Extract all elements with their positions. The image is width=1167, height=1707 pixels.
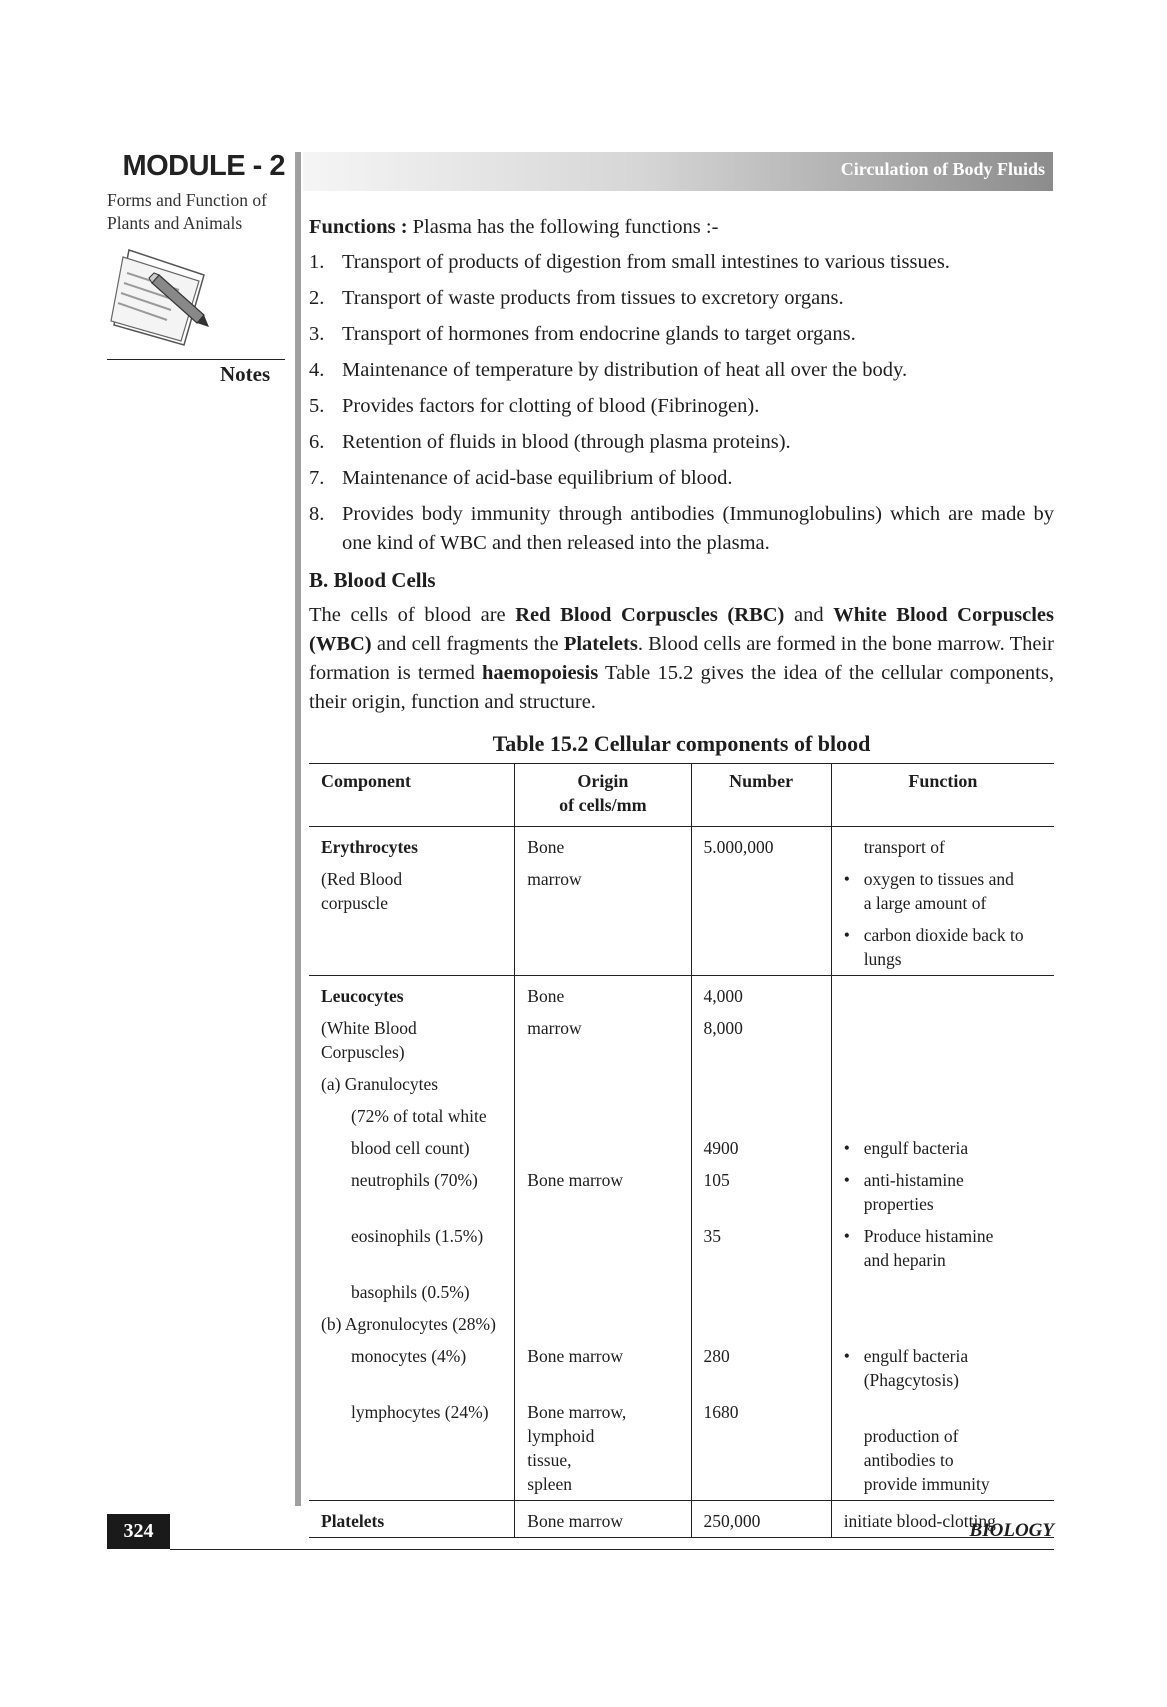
component-name: Erythrocytes	[321, 837, 418, 857]
list-text: Transport of waste products from tissues to excretory organs.	[342, 287, 844, 309]
cell-component	[309, 976, 515, 1501]
list-item	[309, 464, 1054, 493]
text-run: The cells of blood are	[309, 604, 516, 626]
cell-function	[831, 976, 1054, 1501]
list-item	[309, 392, 1054, 421]
component-name: Platelets	[321, 1511, 385, 1531]
origin-text: Bone	[527, 986, 565, 1006]
functions-intro	[309, 212, 1054, 242]
list-text: Provides factors for clotting of blood (Fibrinogen).	[342, 395, 760, 417]
haemopoiesis-term: haemopoiesis	[482, 662, 599, 684]
origin-text: Bone	[527, 837, 565, 857]
function-text: and heparin	[863, 1250, 946, 1270]
component-alt: Corpuscles)	[321, 1042, 405, 1062]
page-number: 324	[107, 1514, 170, 1549]
number-text: 1680	[703, 1402, 739, 1422]
number-text: 4,000	[703, 986, 743, 1006]
component-name: Leucocytes	[321, 986, 404, 1006]
function-text: transport of	[863, 837, 945, 857]
cell-origin	[515, 827, 691, 976]
notes-divider	[107, 359, 285, 360]
origin-text: Bone marrow,	[527, 1402, 627, 1422]
list-number: 3.	[309, 323, 325, 345]
header-origin	[515, 764, 691, 827]
function-text: properties	[863, 1194, 934, 1214]
basophils-label: basophils (0.5%)	[351, 1282, 470, 1302]
function-text: a large amount of	[863, 893, 987, 913]
function-text: carbon dioxide back to	[863, 925, 1024, 945]
subject-label: BIOLOGY	[969, 1520, 1054, 1541]
rbc-term: Red Blood Corpuscles (RBC)	[515, 604, 785, 626]
number-text: 280	[703, 1346, 730, 1366]
notes-pencil-icon	[109, 245, 219, 355]
list-item	[309, 428, 1054, 457]
list-item	[309, 248, 1054, 277]
granulocytes-note: blood cell count)	[351, 1138, 470, 1158]
list-number: 1.	[309, 251, 325, 273]
granulocytes-label: (a) Granulocytes	[321, 1074, 439, 1094]
footer-rule	[170, 1549, 1054, 1550]
agranulocytes-label: (b) Agronulocytes (28%)	[321, 1314, 496, 1334]
chapter-header	[303, 152, 1053, 191]
function-text: initiate blood-clotting	[831, 1501, 1054, 1538]
text-run: and	[784, 604, 834, 626]
text-run: . Blood cells are formed in the bone marrow. Their formation is termed	[309, 633, 1054, 684]
granulocytes-note: (72% of total white	[351, 1106, 487, 1126]
function-bullet	[844, 1344, 1042, 1392]
notes-label: Notes	[220, 362, 271, 386]
header-origin-line: Origin	[577, 771, 629, 791]
list-text: Retention of fluids in blood (through plasma proteins).	[342, 431, 791, 453]
main-content	[309, 212, 1054, 1538]
list-text: Transport of hormones from endocrine glands to target organs.	[342, 323, 856, 345]
lymphocytes-label: lymphocytes (24%)	[351, 1402, 489, 1422]
origin-text: Bone marrow	[515, 1501, 691, 1538]
module-title: MODULE - 2	[122, 150, 285, 182]
monocytes-label: monocytes (4%)	[351, 1346, 467, 1366]
function-bullet	[844, 1168, 1042, 1216]
origin-text: tissue,	[527, 1450, 572, 1470]
header-origin-line: of cells/mm	[559, 795, 647, 815]
table-header-row	[309, 764, 1054, 827]
origin-text: marrow	[527, 869, 582, 889]
function-text: engulf bacteria	[863, 1138, 969, 1158]
cell-number	[691, 976, 831, 1501]
origin-text: marrow	[527, 1018, 582, 1038]
blood-cells-paragraph	[309, 601, 1054, 717]
sidebar	[107, 150, 287, 386]
table-row-erythrocytes	[309, 827, 1054, 976]
list-number: 5.	[309, 395, 325, 417]
origin-text: lymphoid	[527, 1426, 595, 1446]
text-run: and cell fragments the	[371, 633, 564, 655]
function-text: Produce histamine	[863, 1226, 994, 1246]
number-text: 4900	[703, 1138, 739, 1158]
component-alt: (White Blood	[321, 1018, 417, 1038]
cell-function	[831, 827, 1054, 976]
list-item	[309, 356, 1054, 385]
table-title: Table 15.2 Cellular components of blood	[492, 731, 871, 756]
function-text: (Phagcytosis)	[863, 1370, 959, 1390]
eosinophils-label: eosinophils (1.5%)	[351, 1226, 484, 1246]
text-run: Table 15.2 gives the idea of the cellular components, their origin, function and structure.	[309, 662, 1054, 713]
function-bullet	[844, 1136, 1042, 1160]
list-number: 2.	[309, 287, 325, 309]
cell-component	[309, 827, 515, 976]
origin-text: Bone marrow	[527, 1170, 624, 1190]
component-alt: (Red Blood	[321, 869, 403, 889]
header-component: Component	[309, 764, 515, 827]
platelets-term: Platelets	[563, 633, 638, 655]
cellular-components-table	[309, 763, 1054, 1538]
list-item	[309, 320, 1054, 349]
functions-intro-text: Plasma has the following functions :-	[412, 216, 719, 238]
list-text: Provides body immunity through antibodies (Immunoglobulins) which are made by one kind of WBC and then released into the plasma.	[342, 503, 1054, 554]
list-number: 8.	[309, 503, 325, 525]
wbc-term: White Blood Corpuscles (WBC)	[309, 604, 1054, 655]
function-text: engulf bacteria	[863, 1346, 969, 1366]
module-subtitle-line: Forms and Function of	[107, 190, 267, 210]
list-item	[309, 284, 1054, 313]
list-number: 7.	[309, 467, 325, 489]
cell-number	[691, 827, 831, 976]
list-item	[309, 500, 1054, 558]
list-text: Maintenance of acid-base equilibrium of blood.	[342, 467, 733, 489]
function-bullet	[844, 923, 1042, 971]
function-text: provide immunity	[863, 1474, 990, 1494]
chapter-title: Circulation of Body Fluids	[840, 159, 1045, 179]
origin-text: Bone marrow	[527, 1346, 624, 1366]
function-text: oxygen to tissues and	[863, 869, 1014, 889]
header-number: Number	[691, 764, 831, 827]
functions-heading: Functions :	[309, 216, 408, 238]
module-subtitle	[107, 189, 287, 235]
origin-text: spleen	[527, 1474, 572, 1494]
functions-list	[309, 248, 1054, 558]
neutrophils-label: neutrophils (70%)	[351, 1170, 478, 1190]
table-row-leucocytes	[309, 976, 1054, 1501]
table-row-platelets	[309, 1501, 1054, 1538]
list-text: Maintenance of temperature by distribution of heat all over the body.	[342, 359, 908, 381]
number-text: 250,000	[691, 1501, 831, 1538]
component-alt: corpuscle	[321, 893, 389, 913]
function-text: production of	[863, 1426, 959, 1446]
number-text: 35	[703, 1226, 721, 1246]
function-text: anti-histamine	[863, 1170, 964, 1190]
function-bullet	[844, 1224, 1042, 1272]
number-text: 8,000	[703, 1018, 743, 1038]
cell-origin	[515, 976, 691, 1501]
section-heading: B. Blood Cells	[309, 568, 436, 592]
list-number: 6.	[309, 431, 325, 453]
list-text: Transport of products of digestion from small intestines to various tissues.	[342, 251, 950, 273]
list-number: 4.	[309, 359, 325, 381]
function-text: antibodies to	[863, 1450, 954, 1470]
header-function: Function	[831, 764, 1054, 827]
module-subtitle-line: Plants and Animals	[107, 213, 243, 233]
margin-bar	[295, 152, 301, 1506]
function-bullet	[844, 867, 1042, 915]
number-text: 105	[703, 1170, 730, 1190]
number-text: 5.000,000	[703, 837, 774, 857]
function-text: lungs	[863, 949, 902, 969]
